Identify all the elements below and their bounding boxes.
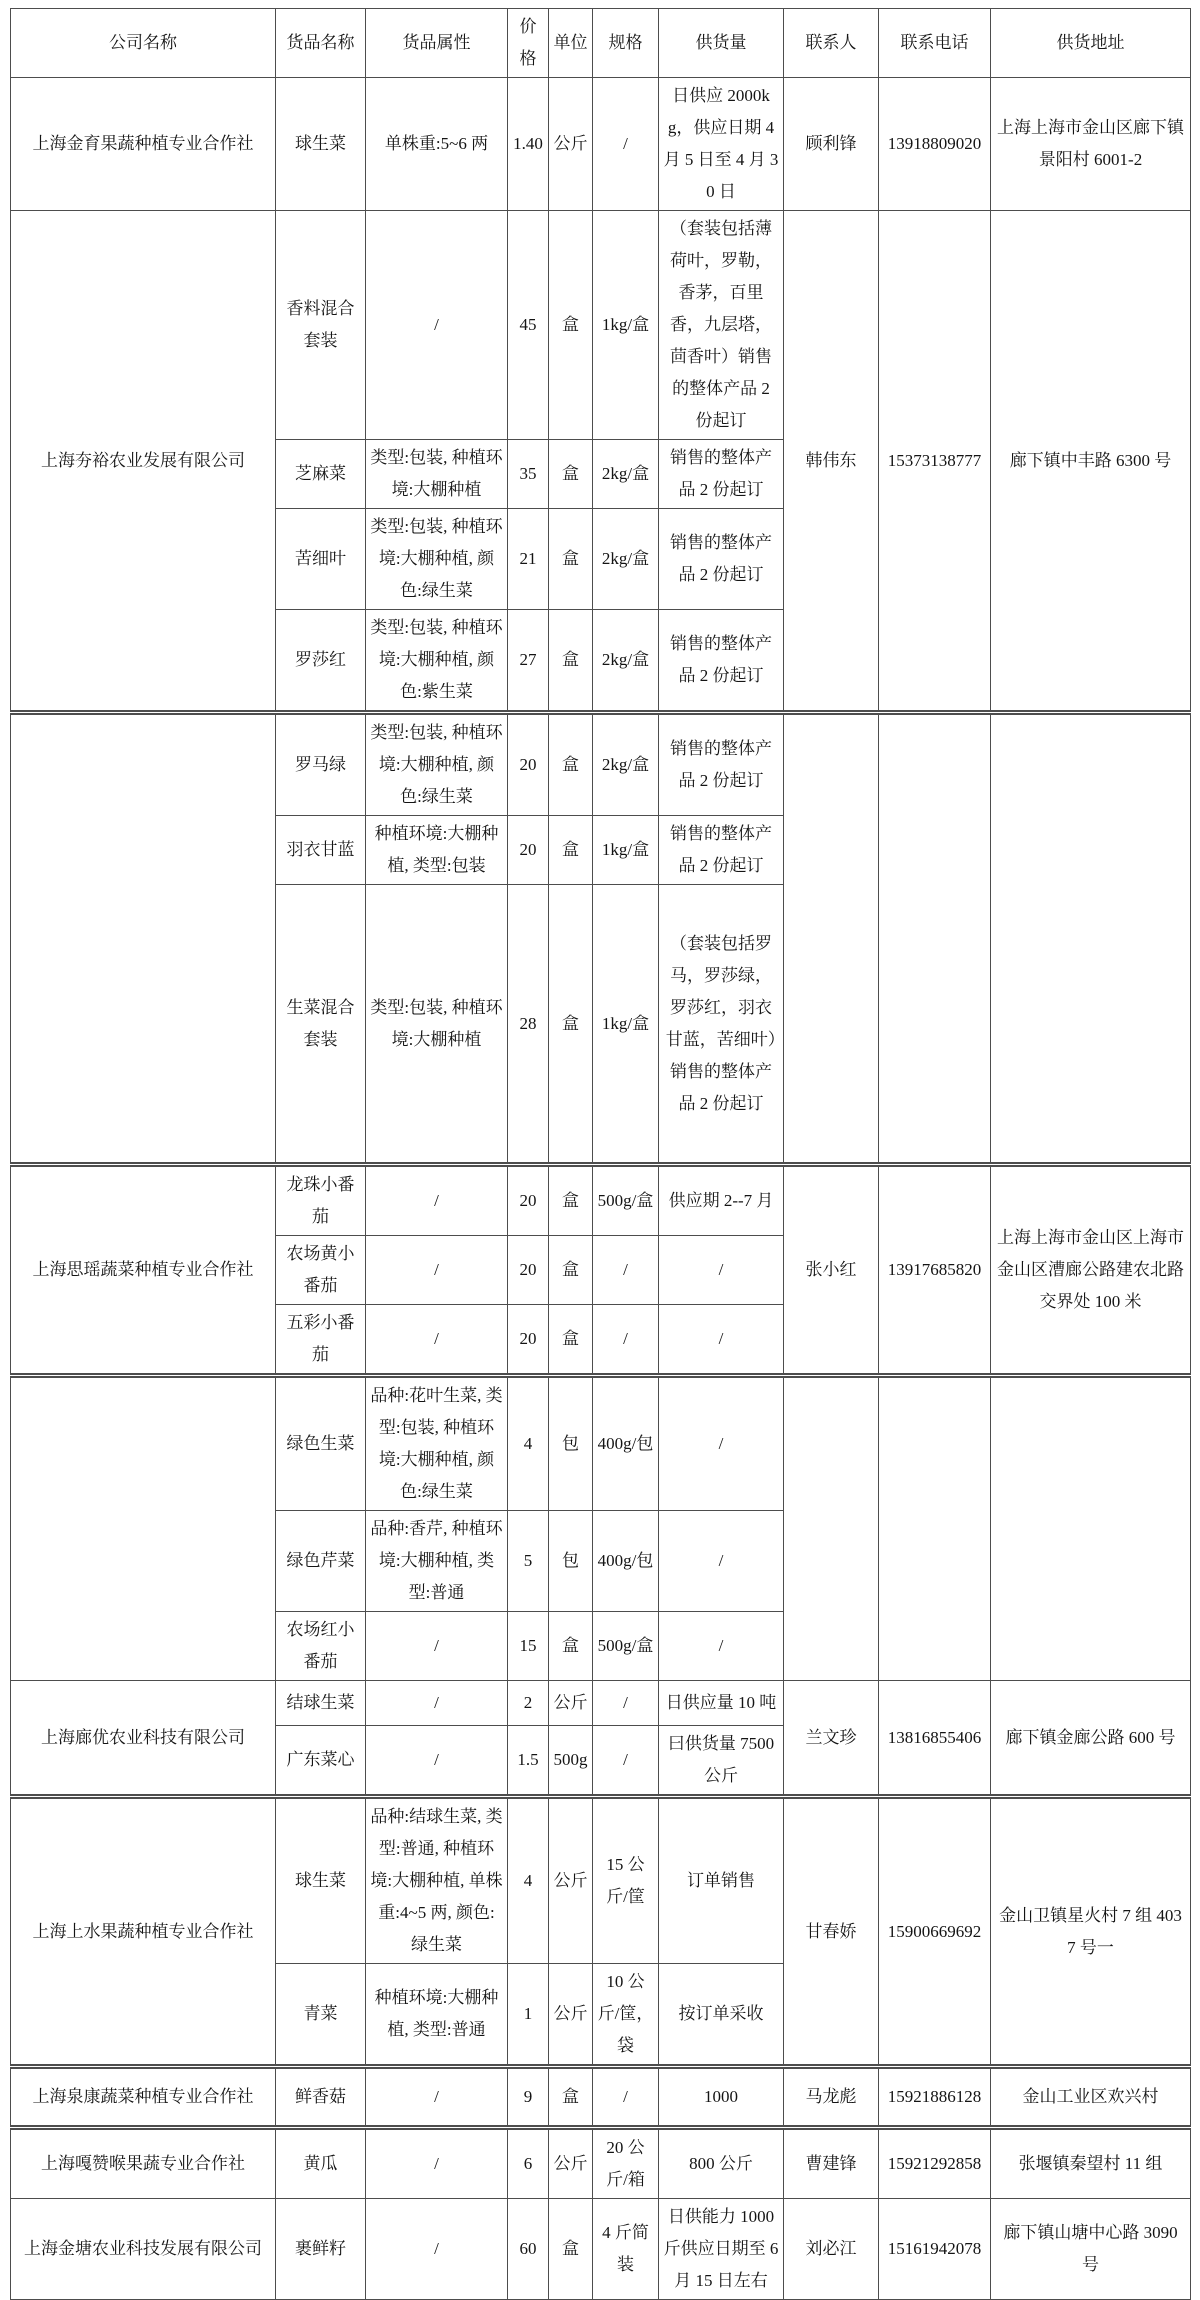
address-cell: 金山工业区欢兴村: [991, 2067, 1191, 2128]
product-cell: 黄瓜: [276, 2128, 366, 2199]
company-cell: 上海思瑶蔬菜种植专业合作社: [11, 1165, 276, 1376]
unit-cell: 包: [549, 1376, 593, 1511]
unit-cell: 盒: [549, 2067, 593, 2128]
price-cell: 1: [508, 1964, 549, 2067]
attrs-cell: 品种:结球生菜, 类型:普通, 种植环境:大棚种植, 单株重:4~5 两, 颜色:绿生菜: [366, 1797, 508, 1964]
spec-cell: /: [593, 1236, 659, 1305]
product-cell: 龙珠小番茄: [276, 1165, 366, 1236]
unit-cell: 公斤: [549, 2128, 593, 2199]
spec-cell: 500g/盒: [593, 1612, 659, 1681]
address-cell: 上海上海市金山区上海市金山区漕廊公路建农北路交界处 100 米: [991, 1165, 1191, 1376]
supply-cell: 销售的整体产品 2 份起订: [659, 509, 784, 610]
phone-cell: 13917685820: [879, 1165, 991, 1376]
header-cell: 供货地址: [991, 9, 1191, 78]
attrs-cell: /: [366, 1726, 508, 1797]
price-cell: 27: [508, 610, 549, 713]
address-cell: 廊下镇金廊公路 600 号: [991, 1681, 1191, 1797]
product-cell: 香料混合套装: [276, 211, 366, 440]
price-cell: 20: [508, 1236, 549, 1305]
unit-cell: 盒: [549, 1165, 593, 1236]
spec-cell: /: [593, 1305, 659, 1376]
product-cell: 广东菜心: [276, 1726, 366, 1797]
table-header: [11, 9, 1191, 78]
product-cell: 鲜香菇: [276, 2067, 366, 2128]
spec-cell: 2kg/盒: [593, 440, 659, 509]
spec-cell: 2kg/盒: [593, 713, 659, 816]
header-cell: 价格: [508, 9, 549, 78]
contact-cell: 曹建锋: [784, 2128, 879, 2199]
address-cell: 张堰镇秦望村 11 组: [991, 2128, 1191, 2199]
phone-cell: 15161942078: [879, 2199, 991, 2300]
spec-cell: 1kg/盒: [593, 885, 659, 1165]
product-cell: 罗马绿: [276, 713, 366, 816]
product-cell: 五彩小番茄: [276, 1305, 366, 1376]
company-cell: 上海嘎赞喉果蔬专业合作社: [11, 2128, 276, 2199]
supply-cell: /: [659, 1376, 784, 1511]
phone-cell: 13816855406: [879, 1681, 991, 1797]
attrs-cell: 类型:包装, 种植环境:大棚种植, 颜色:绿生菜: [366, 713, 508, 816]
attrs-cell: 种植环境:大棚种植, 类型:包装: [366, 816, 508, 885]
contact-cell: [784, 713, 879, 1165]
supplier-table: [10, 8, 1191, 2300]
unit-cell: 盒: [549, 211, 593, 440]
contact-cell: [784, 1376, 879, 1681]
table-row: [11, 713, 1191, 816]
company-cell: [11, 1376, 276, 1681]
product-cell: 罗莎红: [276, 610, 366, 713]
phone-cell: [879, 1376, 991, 1681]
unit-cell: 盒: [549, 1236, 593, 1305]
price-cell: 15: [508, 1612, 549, 1681]
contact-cell: 兰文珍: [784, 1681, 879, 1797]
product-cell: 羽衣甘蓝: [276, 816, 366, 885]
spec-cell: 20 公斤/箱: [593, 2128, 659, 2199]
attrs-cell: /: [366, 1681, 508, 1726]
supply-cell: 销售的整体产品 2 份起订: [659, 440, 784, 509]
attrs-cell: /: [366, 2199, 508, 2300]
spec-cell: /: [593, 1726, 659, 1797]
company-cell: 上海金塘农业科技发展有限公司: [11, 2199, 276, 2300]
supply-cell: 销售的整体产品 2 份起订: [659, 610, 784, 713]
attrs-cell: 品种:香芹, 种植环境:大棚种植, 类型:普通: [366, 1511, 508, 1612]
unit-cell: 盒: [549, 610, 593, 713]
attrs-cell: 类型:包装, 种植环境:大棚种植, 颜色:紫生菜: [366, 610, 508, 713]
address-cell: 上海上海市金山区廊下镇景阳村 6001-2: [991, 78, 1191, 211]
contact-cell: 张小红: [784, 1165, 879, 1376]
spec-cell: 10 公斤/筐，袋: [593, 1964, 659, 2067]
attrs-cell: /: [366, 1612, 508, 1681]
supply-cell: /: [659, 1236, 784, 1305]
unit-cell: 盒: [549, 885, 593, 1165]
contact-cell: 甘春娇: [784, 1797, 879, 2067]
supply-cell: 日供应量 10 吨: [659, 1681, 784, 1726]
supply-cell: /: [659, 1305, 784, 1376]
price-cell: 20: [508, 1165, 549, 1236]
contact-cell: 刘必江: [784, 2199, 879, 2300]
spec-cell: 2kg/盒: [593, 509, 659, 610]
price-cell: 1.5: [508, 1726, 549, 1797]
company-cell: 上海上水果蔬种植专业合作社: [11, 1797, 276, 2067]
supply-cell: 销售的整体产品 2 份起订: [659, 713, 784, 816]
attrs-cell: /: [366, 2128, 508, 2199]
header-cell: 联系电话: [879, 9, 991, 78]
attrs-cell: 单株重:5~6 两: [366, 78, 508, 211]
phone-cell: 15921886128: [879, 2067, 991, 2128]
header-cell: 单位: [549, 9, 593, 78]
supply-cell: /: [659, 1511, 784, 1612]
price-cell: 35: [508, 440, 549, 509]
supply-cell: /: [659, 1612, 784, 1681]
table-row: [11, 2067, 1191, 2128]
product-cell: 生菜混合套装: [276, 885, 366, 1165]
product-cell: 绿色生菜: [276, 1376, 366, 1511]
supply-cell: 销售的整体产品 2 份起订: [659, 816, 784, 885]
spec-cell: 1kg/盒: [593, 211, 659, 440]
price-cell: 45: [508, 211, 549, 440]
header-cell: 货品名称: [276, 9, 366, 78]
phone-cell: [879, 713, 991, 1165]
table-row: [11, 2199, 1191, 2300]
spec-cell: /: [593, 78, 659, 211]
header-row: [11, 9, 1191, 78]
attrs-cell: 类型:包装, 种植环境:大棚种植: [366, 885, 508, 1165]
spec-cell: 4 斤简装: [593, 2199, 659, 2300]
supply-cell: 按订单采收: [659, 1964, 784, 2067]
spec-cell: 400g/包: [593, 1511, 659, 1612]
phone-cell: 13918809020: [879, 78, 991, 211]
price-cell: 20: [508, 816, 549, 885]
unit-cell: 盒: [549, 509, 593, 610]
supply-cell: （套装包括薄荷叶，罗勒，香茅，百里香，九层塔，茴香叶）销售的整体产品 2 份起订: [659, 211, 784, 440]
header-cell: 公司名称: [11, 9, 276, 78]
company-cell: 上海金育果蔬种植专业合作社: [11, 78, 276, 211]
table-row: [11, 1797, 1191, 1964]
product-cell: 裹鲜籽: [276, 2199, 366, 2300]
table-row: [11, 1681, 1191, 1726]
phone-cell: 15373138777: [879, 211, 991, 713]
attrs-cell: /: [366, 2067, 508, 2128]
supply-cell: 日供应 2000kg，供应日期 4 月 5 日至 4 月 30 日: [659, 78, 784, 211]
spec-cell: 2kg/盒: [593, 610, 659, 713]
supply-cell: 供应期 2--7 月: [659, 1165, 784, 1236]
company-cell: 上海夯裕农业发展有限公司: [11, 211, 276, 713]
price-cell: 1.40: [508, 78, 549, 211]
supply-cell: 1000: [659, 2067, 784, 2128]
unit-cell: 盒: [549, 2199, 593, 2300]
price-cell: 5: [508, 1511, 549, 1612]
supply-cell: 800 公斤: [659, 2128, 784, 2199]
product-cell: 农场红小番茄: [276, 1612, 366, 1681]
price-cell: 9: [508, 2067, 549, 2128]
company-cell: [11, 713, 276, 1165]
header-cell: 联系人: [784, 9, 879, 78]
unit-cell: 公斤: [549, 1681, 593, 1726]
address-cell: 廊下镇山塘中心路 3090 号: [991, 2199, 1191, 2300]
spec-cell: /: [593, 1681, 659, 1726]
product-cell: 球生菜: [276, 78, 366, 211]
table-body: [11, 78, 1191, 2300]
unit-cell: 500g: [549, 1726, 593, 1797]
attrs-cell: 品种:花叶生菜, 类型:包装, 种植环境:大棚种植, 颜色:绿生菜: [366, 1376, 508, 1511]
attrs-cell: 种植环境:大棚种植, 类型:普通: [366, 1964, 508, 2067]
unit-cell: 公斤: [549, 1964, 593, 2067]
phone-cell: 15921292858: [879, 2128, 991, 2199]
price-cell: 20: [508, 1305, 549, 1376]
attrs-cell: 类型:包装, 种植环境:大棚种植: [366, 440, 508, 509]
spec-cell: 1kg/盒: [593, 816, 659, 885]
price-cell: 21: [508, 509, 549, 610]
contact-cell: 顾利锋: [784, 78, 879, 211]
unit-cell: 公斤: [549, 78, 593, 211]
unit-cell: 盒: [549, 816, 593, 885]
table-row: [11, 1376, 1191, 1511]
price-cell: 28: [508, 885, 549, 1165]
attrs-cell: /: [366, 211, 508, 440]
price-cell: 20: [508, 713, 549, 816]
contact-cell: 马龙彪: [784, 2067, 879, 2128]
price-cell: 60: [508, 2199, 549, 2300]
spec-cell: /: [593, 2067, 659, 2128]
spec-cell: 400g/包: [593, 1376, 659, 1511]
unit-cell: 盒: [549, 440, 593, 509]
product-cell: 农场黄小番茄: [276, 1236, 366, 1305]
attrs-cell: /: [366, 1305, 508, 1376]
table-row: [11, 2128, 1191, 2199]
company-cell: 上海泉康蔬菜种植专业合作社: [11, 2067, 276, 2128]
address-cell: 廊下镇中丰路 6300 号: [991, 211, 1191, 713]
supply-cell: 日供能力 1000 斤供应日期至 6 月 15 日左右: [659, 2199, 784, 2300]
supply-cell: 订单销售: [659, 1797, 784, 1964]
product-cell: 青菜: [276, 1964, 366, 2067]
price-cell: 4: [508, 1376, 549, 1511]
table-row: [11, 211, 1191, 440]
table-row: [11, 1165, 1191, 1236]
supply-cell: 曰供货量 7500 公斤: [659, 1726, 784, 1797]
product-cell: 苦细叶: [276, 509, 366, 610]
product-cell: 芝麻菜: [276, 440, 366, 509]
unit-cell: 盒: [549, 1612, 593, 1681]
company-cell: 上海廊优农业科技有限公司: [11, 1681, 276, 1797]
unit-cell: 盒: [549, 1305, 593, 1376]
unit-cell: 包: [549, 1511, 593, 1612]
product-cell: 结球生菜: [276, 1681, 366, 1726]
phone-cell: 15900669692: [879, 1797, 991, 2067]
price-cell: 4: [508, 1797, 549, 1964]
attrs-cell: /: [366, 1165, 508, 1236]
attrs-cell: /: [366, 1236, 508, 1305]
unit-cell: 盒: [549, 713, 593, 816]
address-cell: [991, 1376, 1191, 1681]
header-cell: 供货量: [659, 9, 784, 78]
header-cell: 货品属性: [366, 9, 508, 78]
address-cell: [991, 713, 1191, 1165]
contact-cell: 韩伟东: [784, 211, 879, 713]
spec-cell: 500g/盒: [593, 1165, 659, 1236]
table-row: [11, 78, 1191, 211]
product-cell: 球生菜: [276, 1797, 366, 1964]
unit-cell: 公斤: [549, 1797, 593, 1964]
header-cell: 规格: [593, 9, 659, 78]
spec-cell: 15 公斤/筐: [593, 1797, 659, 1964]
attrs-cell: 类型:包装, 种植环境:大棚种植, 颜色:绿生菜: [366, 509, 508, 610]
product-cell: 绿色芹菜: [276, 1511, 366, 1612]
supply-cell: （套装包括罗马，罗莎绿，罗莎红，羽衣甘蓝，苦细叶）销售的整体产品 2 份起订: [659, 885, 784, 1165]
price-cell: 2: [508, 1681, 549, 1726]
address-cell: 金山卫镇星火村 7 组 4037 号一: [991, 1797, 1191, 2067]
price-cell: 6: [508, 2128, 549, 2199]
